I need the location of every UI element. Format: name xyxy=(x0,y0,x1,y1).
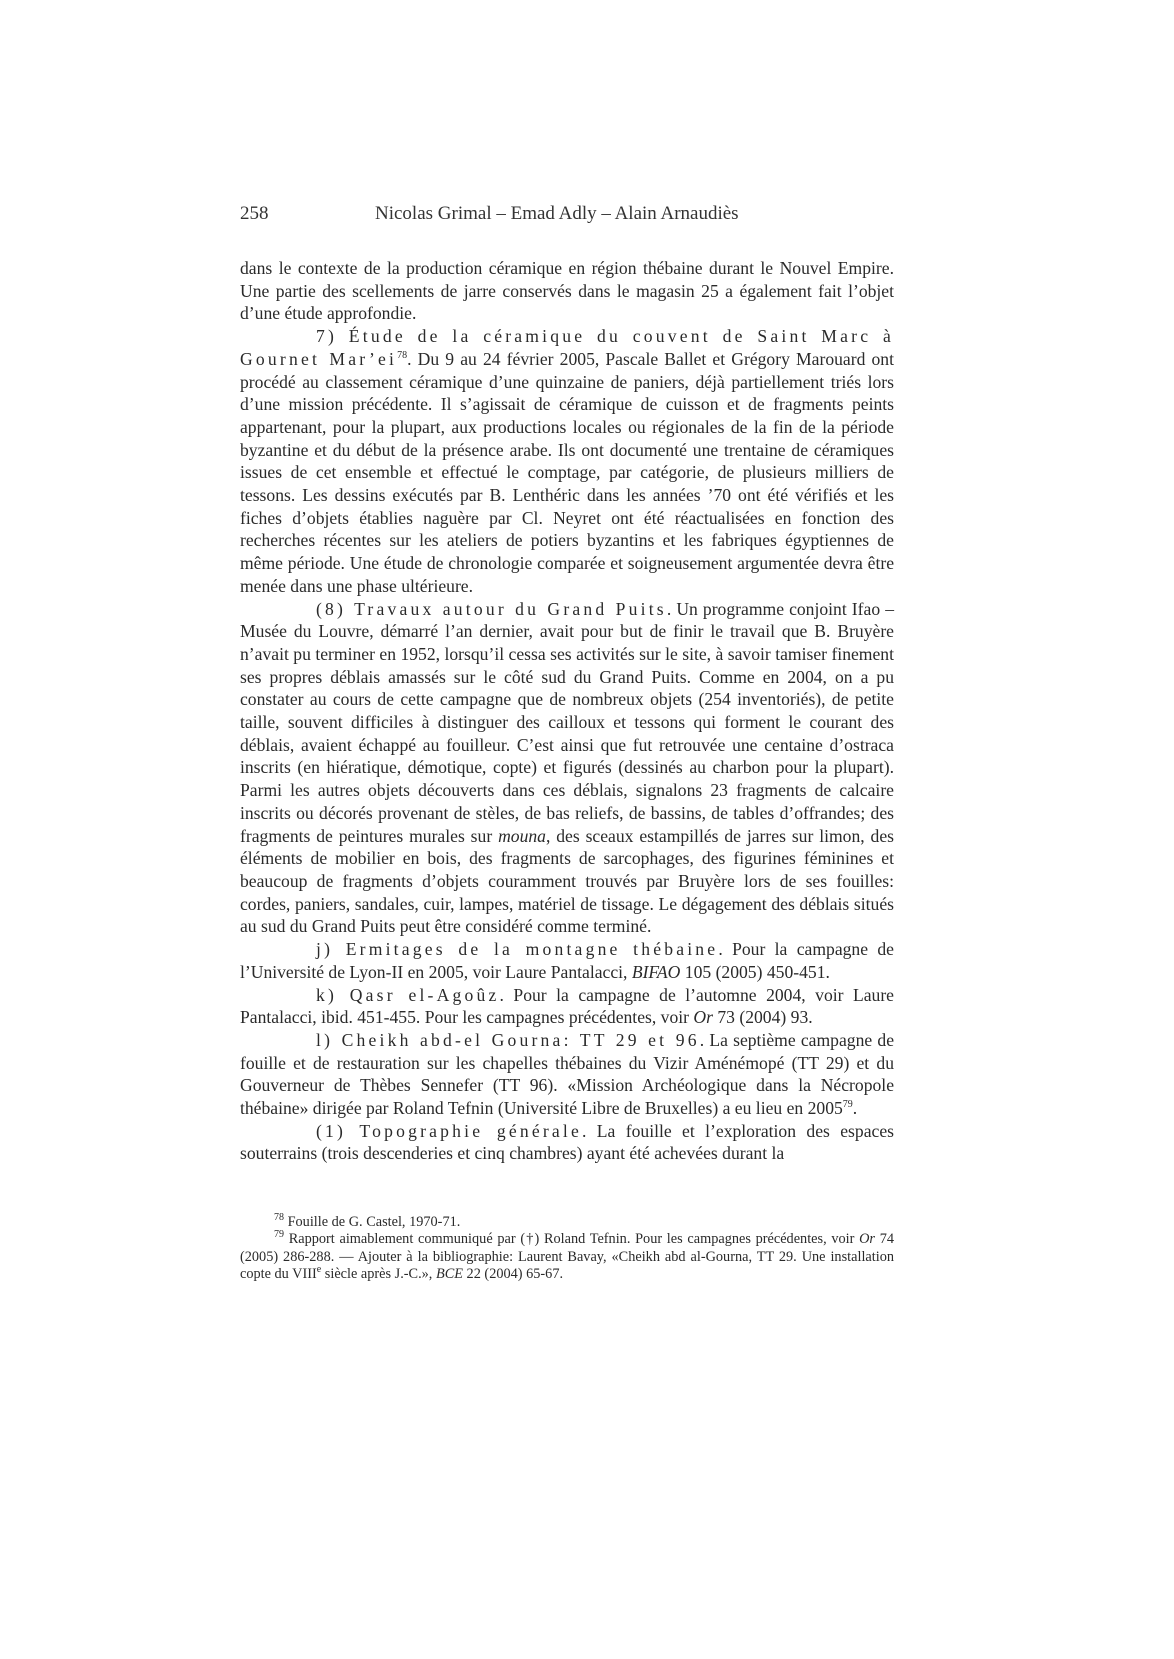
footnote-text: Rapport aimablement communiqué par (†) Roland Tefnin. Pour les campagnes précédentes, voir xyxy=(284,1231,860,1248)
section-7-paragraph xyxy=(240,325,894,597)
section-heading: k) Qasr el-Agoûz xyxy=(316,984,500,1005)
footnote-text: 22 (2004) 65-67. xyxy=(462,1266,564,1283)
section-heading: (1) Topographie générale xyxy=(316,1120,583,1141)
paragraph-text: . Du 9 au 24 février 2005, Pascale Ballet et Grégory Marouard ont procédé au classement céramique d’une quinzaine de paniers, déjà partiellement triés lors d’une mission précédente. Il s’agissait de céramique de cuisson et de fragments peints appartenant, pour la plupart, aux productions locales ou régionales de la fin de la période byzantine et du début de la présence arabe. Ils ont documenté une trentaine de céramiques issues de cet ensemble et effectué le comptage, par catégorie, de plusieurs milliers de tessons. Les dessins exécutés par B. Lenthéric dans les années ’70 ont été vérifiés et les fiches d’objets établies naguère par Cl. Neyret ont été réactualisées en fonction des recherches récentes sur les ateliers de potiers byzantins et les fabriques égyptiennes de même période. Une étude de chronologie comparée et soigneusement argumentée devra être menée dans une phase ultérieure. xyxy=(240,348,894,596)
paragraph-text: . Un programme conjoint Ifao – Musée du Louvre, démarré l’an dernier, avait pour but de finir le travail que B. Bruyère n’avait pu terminer en 1952, lorsqu’il cessa ses activités sur le site, à savoir tamiser finement ses propres déblais amassés sur le côté sud du Grand Puits. Comme en 2004, on a pu constater au cours de cette campagne que de nombreux objets (254 inventoriés), de petite taille, souvent difficiles à distinguer des cailloux et tessons qui forment le courant des déblais, avaient échappé au fouilleur. C’est ainsi que fut retrouvée une centaine d’ostraca inscrits (en hiératique, démotique, copte) et figurés (dessinés au charbon pour la plupart). Parmi les autres objets découverts dans ces déblais, signalons 23 fragments de calcaire inscrits ou décorés provenant de stèles, de bas reliefs, de bassins, de tables d’offrandes; des fragments de peintures murales sur xyxy=(240,598,894,846)
italic-term: mouna xyxy=(498,825,546,846)
section-8-paragraph xyxy=(240,598,894,939)
paragraph-text: . Pour la campagne de l’Université de Lyon-II en 2005, voir Laure Pantalacci, xyxy=(240,939,894,982)
section-l-paragraph xyxy=(240,1029,894,1120)
section-heading: 7) Étude de la céramique du couvent de Saint Marc à Gournet Mar’ei xyxy=(240,326,894,369)
footnote-number: 78 xyxy=(274,1212,284,1224)
footnote-ref-78[interactable]: 78 xyxy=(397,349,408,361)
footnote-79 xyxy=(240,1231,894,1283)
paragraph-text: , des sceaux estampillés de jarres sur limon, des éléments de mobilier en bois, des fragments de sarcophages, des figurines féminines et beaucoup de fragments d’objets couramment trouvés par Bruyère lors de ses fouilles: cordes, paniers, sandales, cuir, lampes, matériel de tissage. Le dégagement des déblais situés au sud du Grand Puits peut être considéré comme terminé. xyxy=(240,825,894,937)
superscript: e xyxy=(316,1264,322,1276)
footnotes xyxy=(240,1214,894,1284)
section-1-paragraph xyxy=(240,1120,894,1165)
section-heading: (8) Travaux autour du Grand Puits xyxy=(316,598,667,619)
footnote-text: 74 (2005) 286-288. — Ajouter à la bibliographie: Laurent Bavay, «Cheikh abd al-Gourna, TT 29. Une installation copte du VIII xyxy=(240,1231,895,1283)
section-heading: l) Cheikh abd-el Gourna: TT 29 et 96 xyxy=(316,1029,700,1050)
paragraph-text: dans le contexte de la production céramique en région thébaine durant le Nouvel Empire. Une partie des scellements de jarre conservés dans le magasin 25 a également fait l’objet d’une étude approfondie. xyxy=(240,258,894,324)
paragraph-text: . xyxy=(852,1098,858,1119)
paragraph-continuation xyxy=(240,257,894,325)
footnote-text: Fouille de G. Castel, 1970-71. xyxy=(284,1214,461,1230)
body-text xyxy=(240,257,894,1165)
section-j-paragraph xyxy=(240,938,894,983)
paragraph-text: . La fouille et l’exploration des espaces souterrains (trois descenderies et cinq chambres) ayant été achevées durant la xyxy=(240,1120,894,1164)
page-number: 258 xyxy=(240,203,269,224)
section-heading: j) Ermitages de la montagne thébaine xyxy=(316,939,719,960)
section-k-paragraph xyxy=(240,984,894,1029)
running-title-authors: Nicolas Grimal – Emad Adly – Alain Arnaudiès xyxy=(375,203,739,224)
footnote-78 xyxy=(240,1214,894,1231)
paragraph-text: 105 (2005) 450-451. xyxy=(680,961,830,982)
paragraph-text: 73 (2004) 93. xyxy=(712,1007,813,1028)
paragraph-text: . Pour la campagne de l’automne 2004, voir Laure Pantalacci, ibid. 451-455. Pour les campagnes précédentes, voir xyxy=(240,984,894,1028)
paragraph-text: . La septième campagne de fouille et de restauration sur les chapelles thébaines du Vizir Aménémopé (TT 29) et du Gouverneur de Thèbes Sennefer (TT 96). «Mission Archéologique dans la Nécropole thébaine» dirigée par Roland Tefnin (Université Libre de Bruxelles) a eu lieu en 2005 xyxy=(240,1029,895,1119)
footnote-ref-79[interactable]: 79 xyxy=(842,1099,853,1111)
journal-title: Or xyxy=(693,1007,713,1028)
journal-title: BCE xyxy=(435,1266,463,1283)
journal-title: Or xyxy=(859,1231,875,1248)
footnote-number: 79 xyxy=(274,1229,284,1241)
journal-title: BIFAO xyxy=(631,961,681,982)
footnote-text: siècle après J.-C.», xyxy=(321,1266,436,1283)
